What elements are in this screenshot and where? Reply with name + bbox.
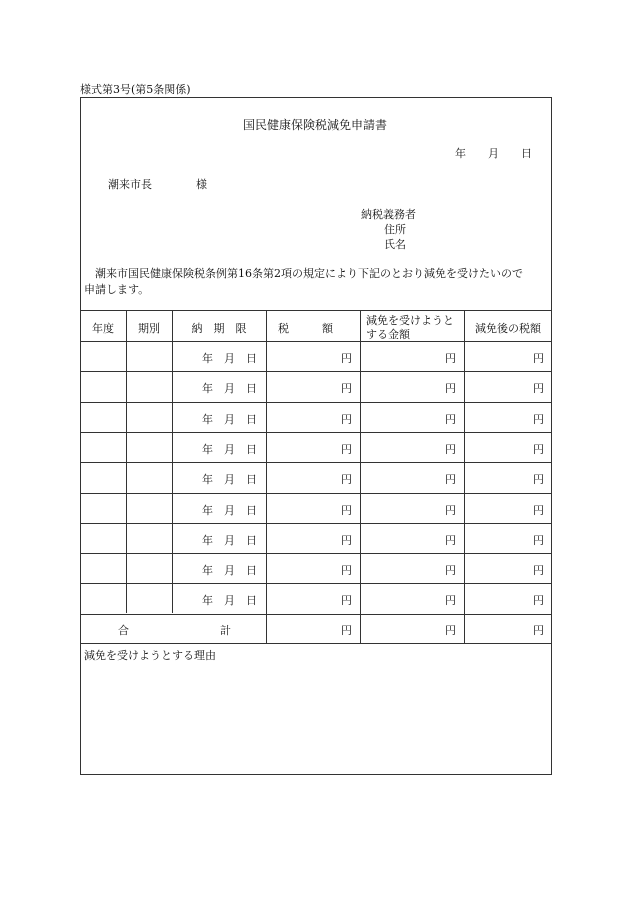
row-reduction-yen: 円 <box>445 352 456 365</box>
form-title: 国民健康保険税減免申請書 <box>242 118 387 132</box>
total-tax-yen: 円 <box>341 624 352 637</box>
addressee: 潮来市長 様 <box>108 178 207 191</box>
row-reduction-yen: 円 <box>445 382 456 396</box>
row-due-date: 年 月 日 <box>202 382 257 396</box>
row-rule <box>80 371 552 372</box>
row-reduction-yen: 円 <box>445 503 456 517</box>
header-reduction-amount-2: する金額 <box>366 328 410 341</box>
header-bottom-rule <box>80 341 552 342</box>
row-due-date: 年 月 日 <box>202 564 257 578</box>
row-after-yen: 円 <box>533 352 544 365</box>
row-after-yen: 円 <box>533 594 544 608</box>
row-reduction-yen: 円 <box>445 533 456 547</box>
date-line: 年 月 日 <box>455 147 532 160</box>
row-reduction-yen: 円 <box>445 473 456 487</box>
row-tax-yen: 円 <box>341 473 352 487</box>
name-label: 氏名 <box>384 238 406 251</box>
row-due-date: 年 月 日 <box>202 352 257 365</box>
reason-label: 減免を受けようとする理由 <box>84 649 216 662</box>
row-reduction-yen: 円 <box>445 442 456 456</box>
col-rule-year-period <box>126 310 127 613</box>
header-year: 年度 <box>92 322 114 335</box>
row-reduction-yen: 円 <box>445 594 456 608</box>
statement-line-2: 申請します。 <box>84 283 150 296</box>
row-tax-yen: 円 <box>341 412 352 426</box>
table-top-rule <box>80 310 552 311</box>
application-form-frame <box>80 97 552 775</box>
row-after-yen: 円 <box>533 442 544 456</box>
row-due-date: 年 月 日 <box>202 412 257 426</box>
row-reduction-yen: 円 <box>445 412 456 426</box>
row-rule <box>80 523 552 524</box>
row-rule <box>80 493 552 494</box>
row-after-yen: 円 <box>533 473 544 487</box>
taxpayer-label: 納税義務者 <box>361 208 416 221</box>
row-due-date: 年 月 日 <box>202 533 257 547</box>
row-rule <box>80 402 552 403</box>
statement-line-1: 潮来市国民健康保険税条例第16条第2項の規定により下記のとおり減免を受けたいので <box>84 267 523 280</box>
col-rule-period-due <box>172 310 173 613</box>
row-tax-yen: 円 <box>341 352 352 365</box>
header-tax-amount: 税 額 <box>278 322 333 335</box>
row-tax-yen: 円 <box>341 594 352 608</box>
table-bottom-rule <box>80 643 552 644</box>
row-due-date: 年 月 日 <box>202 442 257 456</box>
row-rule <box>80 462 552 463</box>
row-after-yen: 円 <box>533 564 544 578</box>
header-period: 期別 <box>138 322 160 335</box>
header-due-date: 納 期 限 <box>191 322 247 335</box>
total-label-left: 合 <box>118 624 129 637</box>
row-tax-yen: 円 <box>341 564 352 578</box>
row-rule <box>80 583 552 584</box>
row-tax-yen: 円 <box>341 442 352 456</box>
row-after-yen: 円 <box>533 503 544 517</box>
form-number: 様式第3号(第5条関係) <box>80 83 191 96</box>
row-rule <box>80 553 552 554</box>
row-tax-yen: 円 <box>341 533 352 547</box>
row-after-yen: 円 <box>533 382 544 396</box>
row-tax-yen: 円 <box>341 503 352 517</box>
total-reduction-yen: 円 <box>445 624 456 637</box>
row-due-date: 年 月 日 <box>202 503 257 517</box>
total-label-right: 計 <box>220 624 231 637</box>
row-due-date: 年 月 日 <box>202 473 257 487</box>
total-after-yen: 円 <box>533 624 544 637</box>
row-after-yen: 円 <box>533 412 544 426</box>
address-label: 住所 <box>384 223 406 236</box>
header-after-reduction: 減免後の税額 <box>475 322 541 335</box>
row-rule <box>80 432 552 433</box>
row-rule <box>80 614 552 615</box>
row-tax-yen: 円 <box>341 382 352 396</box>
row-reduction-yen: 円 <box>445 564 456 578</box>
row-after-yen: 円 <box>533 533 544 547</box>
row-due-date: 年 月 日 <box>202 594 257 608</box>
header-reduction-amount-1: 減免を受けようと <box>366 314 454 327</box>
